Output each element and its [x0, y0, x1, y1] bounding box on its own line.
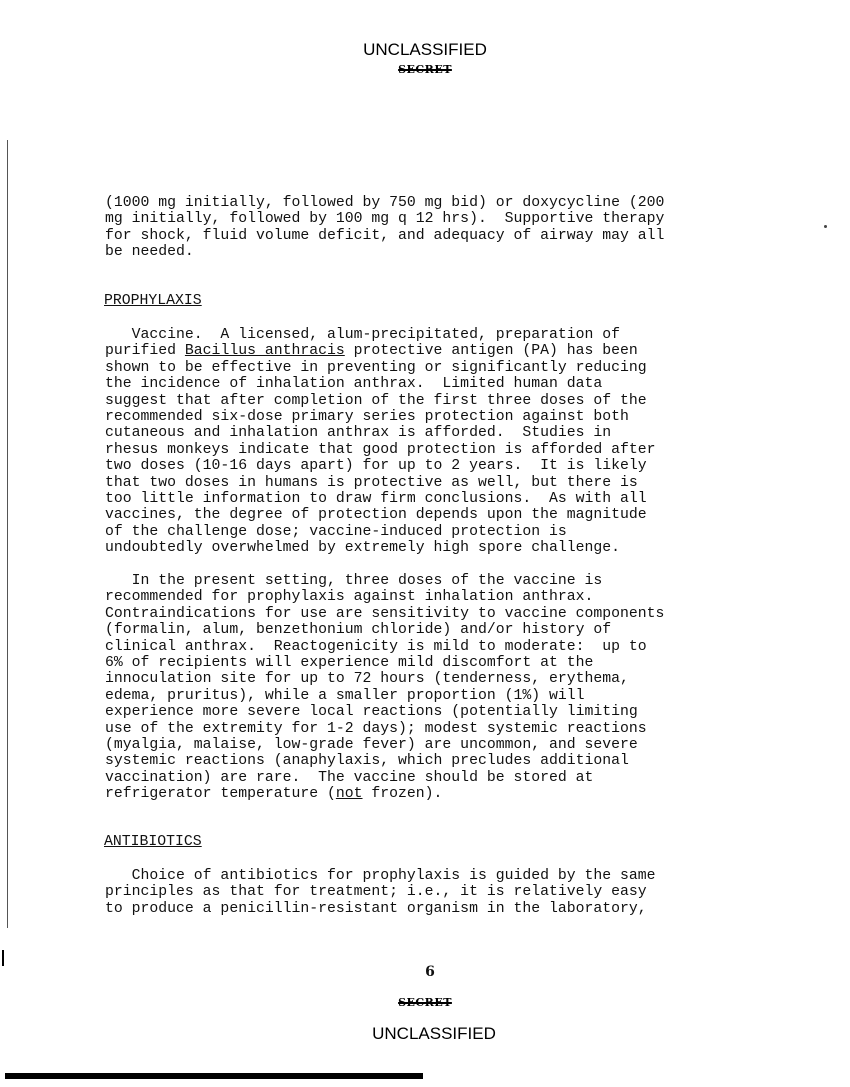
bottom-classification-marking: UNCLASSIFIED [372, 1024, 496, 1043]
antibiotics-heading: ANTIBIOTICS [104, 834, 202, 850]
page-number: 6 [425, 964, 435, 980]
underlined-term: Bacillus anthracis [184, 343, 345, 360]
scan-speck [824, 225, 827, 228]
vaccine-paragraph: Vaccine. A licensed, alum-precipitated, preparation of purified Bacillus anthracis protective antigen (PA) has been shown to be effective in preventing or significantly reducing the incidence of inhalation anthrax. Limited human data suggest that after completion of the first three doses of the recommended six-dose primary series protection against both cutaneous and inhalation anthrax is afforded. Studies in rhesus monkeys indicate that good protection is afforded after two doses (10-16 days apart) for up to 2 years. It is likely that two doses in humans is protective as well, but there is too little information to draw firm conclusions. As with all vaccines, the degree of protection depends upon the magnitude of the challenge dose; vaccine-induced protection is undoubtedly overwhelmed by extremely high spore challenge. [105, 327, 656, 557]
prophylaxis-heading: PROPHYLAXIS [104, 293, 202, 309]
scan-bottom-bar [5, 1073, 423, 1079]
bottom-struck-secret-text: SECRET [398, 996, 452, 1009]
top-struck-secret-marking [0, 63, 850, 76]
bottom-struck-secret-marking [0, 996, 850, 1009]
top-struck-secret-text: SECRET [398, 63, 452, 76]
antibiotics-paragraph: Choice of antibiotics for prophylaxis is guided by the same principles as that for treatment; i.e., it is relatively easy to produce a penicillin-resistant organism in the laboratory, [105, 868, 656, 917]
scan-edge-line [7, 140, 8, 928]
top-classification-marking: UNCLASSIFIED [363, 40, 487, 59]
present-setting-paragraph: In the present setting, three doses of the vaccine is recommended for prophylaxis against inhalation anthrax. Contraindications for use are sensitivity to vaccine components (formalin, alum, benzethonium chloride) and/or history of clinical anthrax. Reactogenicity is mild to moderate: up to 6% of recipients will experience mild discomfort at the innoculation site for up to 72 hours (tenderness, erythema, edema, pruritus), while a smaller proportion (1%) will experience more severe local reactions (potentially limiting use of the extremity for 1-2 days); modest systemic reactions (myalgia, malaise, low-grade fever) are uncommon, and severe systemic reactions (anaphylaxis, which precludes additional vaccination) are rare. The vaccine should be stored at refrigerator temperature (not frozen). [105, 573, 665, 803]
underlined-term: not [335, 786, 363, 803]
continuation-paragraph: (1000 mg initially, followed by 750 mg bid) or doxycycline (200 mg initially, followed by 100 mg q 12 hrs). Supportive therapy for shock, fluid volume deficit, and adequacy of airway may all be needed. [105, 195, 665, 261]
